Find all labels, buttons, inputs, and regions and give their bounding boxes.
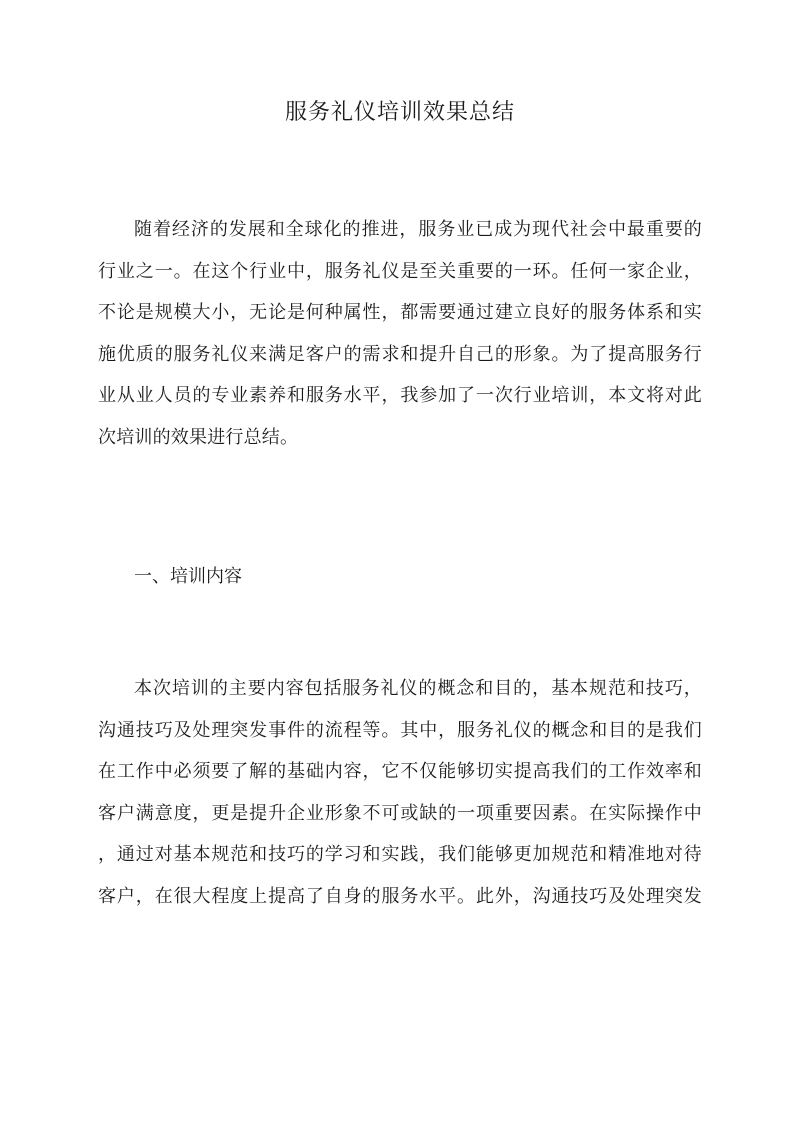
document-title: 服务礼仪培训效果总结 (284, 100, 515, 125)
section-line: ，通过对基本规范和技巧的学习和实践，我们能够更加规范和精准地对待 (98, 844, 702, 865)
intro-line: 不论是规模大小，无论是何种属性，都需要通过建立良好的服务体系和实 (98, 302, 702, 323)
intro-line: 施优质的服务礼仪来满足客户的需求和提升自己的形象。为了提高服务行 (98, 343, 702, 365)
intro-paragraph (98, 209, 702, 458)
intro-line: 行业之一。在这个行业中，服务礼仪是至关重要的一环。任何一家企业， (98, 260, 702, 282)
section-line: 本次培训的主要内容包括服务礼仪的概念和目的，基本规范和技巧， (134, 678, 702, 699)
intro-line: 次培训的效果进行总结。 (98, 426, 299, 448)
intro-line: 随着经济的发展和全球化的推进，服务业已成为现代社会中最重要的 (134, 219, 702, 240)
section-line: 客户，在很大程度上提高了自身的服务水平。此外，沟通技巧及处理突发 (98, 885, 702, 907)
section-line: 在工作中必须要了解的基础内容，它不仅能够切实提高我们的工作效率和 (98, 761, 702, 782)
section-line: 客户满意度，更是提升企业形象不可或缺的一项重要因素。在实际操作中 (98, 802, 702, 824)
section-heading: 一、培训内容 (134, 566, 242, 587)
section-paragraph (98, 668, 702, 917)
section-line: 沟通技巧及处理突发事件的流程等。其中，服务礼仪的概念和目的是我们 (98, 719, 702, 741)
intro-line: 业从业人员的专业素养和服务水平，我参加了一次行业培训，本文将对此 (98, 385, 702, 406)
